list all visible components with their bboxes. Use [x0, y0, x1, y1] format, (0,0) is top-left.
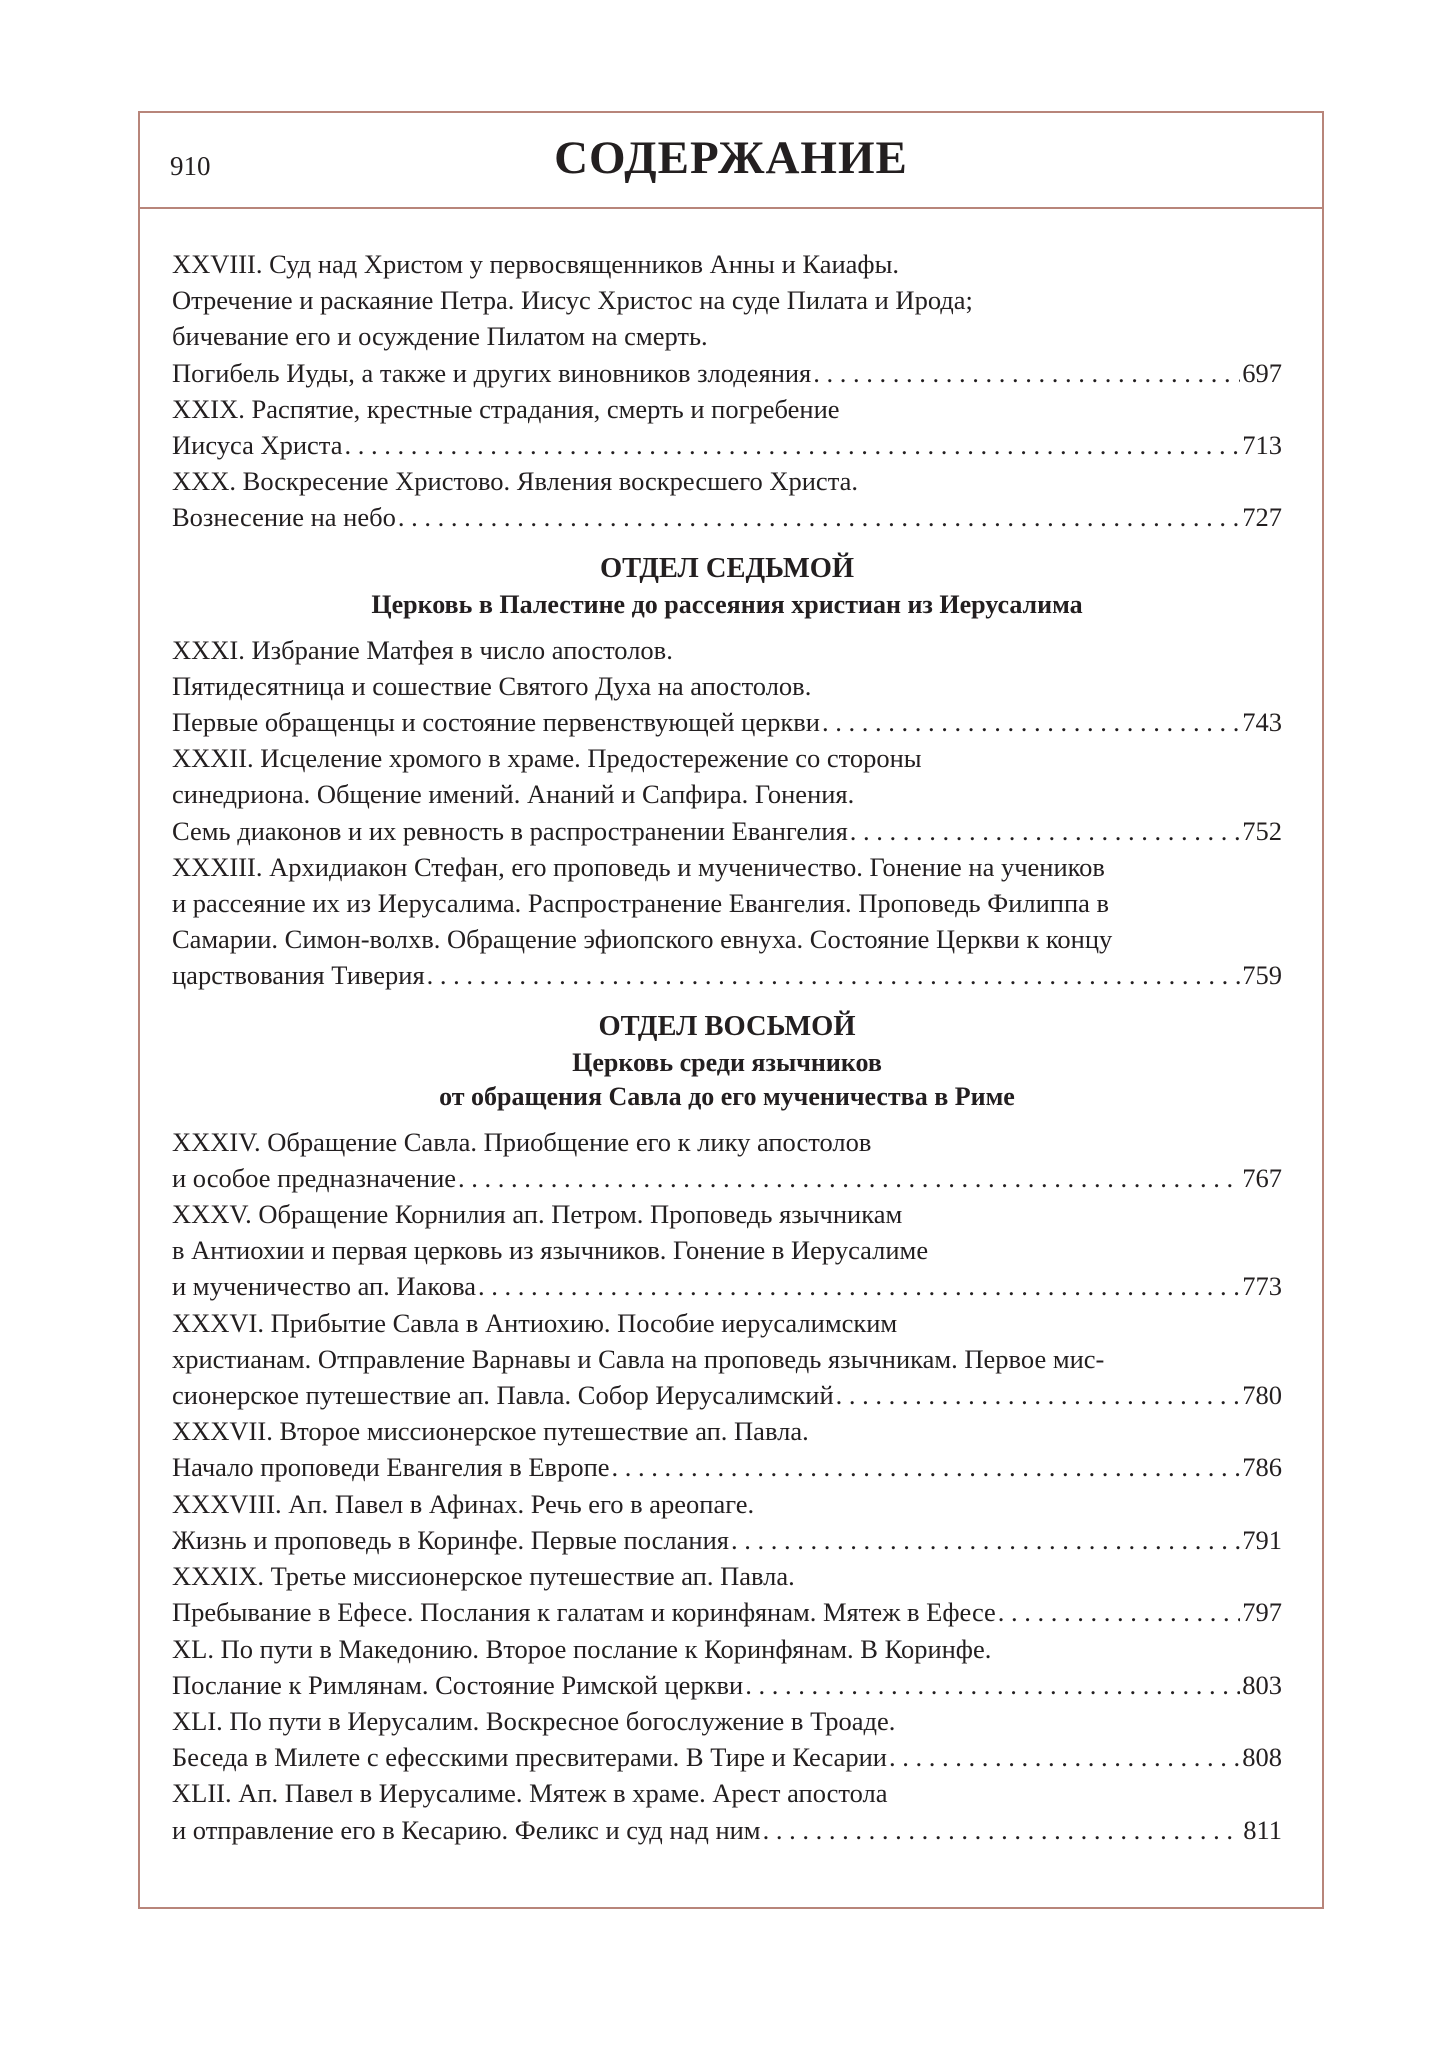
dot-leader	[398, 499, 1240, 535]
toc-entry-last-line	[172, 1160, 1282, 1196]
toc-entry[interactable]	[172, 463, 1282, 535]
toc-entry[interactable]	[172, 632, 1282, 741]
toc-entry-line: и рассеяние их из Иерусалима. Распространение Евангелия. Проповедь Филиппа в	[172, 888, 1110, 919]
toc-entry-line: XXXII. Исцеление хромого в храме. Предостережение со стороны	[172, 743, 922, 774]
toc-page-number: 791	[1242, 1524, 1282, 1555]
dot-leader	[458, 1160, 1240, 1196]
toc-entry[interactable]	[172, 1124, 1282, 1196]
section-subtitle: Церковь в Палестине до рассеяния христиан из Иерусалима	[371, 589, 1083, 619]
page-header	[140, 113, 1322, 209]
toc-entry-text: сионерское путешествие ап. Павла. Собор Иерусалимский	[172, 1380, 834, 1411]
toc-entry-last-line	[172, 1667, 1282, 1703]
toc-entry-line: Пятидесятница и сошествие Святого Духа на апостолов.	[172, 670, 812, 701]
toc-entry-text: и отправление его в Кесарию. Феликс и суд над ним	[172, 1814, 761, 1845]
toc-entry[interactable]	[172, 246, 1282, 391]
toc-entry-line: XLI. По пути в Иерусалим. Воскресное богослужение в Троаде.	[172, 1705, 896, 1736]
section-title: ОТДЕЛ ВОСЬМОЙ	[598, 1010, 856, 1042]
toc-entry-last-line	[172, 813, 1282, 849]
toc-entry-line: XXXIII. Архидиакон Стефан, его проповедь и мученичество. Гонение на учеников	[172, 851, 1105, 882]
dot-leader	[478, 1268, 1240, 1304]
toc-entry-last-line	[172, 1377, 1282, 1413]
toc-entry-line: XXXIV. Обращение Савла. Приобщение его к лику апостолов	[172, 1126, 872, 1157]
toc-entry-line: XL. По пути в Македонию. Второе послание к Коринфянам. В Коринфе.	[172, 1633, 992, 1664]
toc-entry-line: XXXI. Избрание Матфея в число апостолов.	[172, 634, 673, 665]
dot-leader	[822, 704, 1240, 740]
toc-entry-line: в Антиохии и первая церковь из язычников. Гонение в Иерусалиме	[172, 1235, 929, 1266]
dot-leader	[731, 1522, 1240, 1558]
toc-entry-text: Семь диаконов и их ревность в распространении Евангелия	[172, 815, 848, 846]
toc-entry[interactable]	[172, 849, 1282, 994]
toc-page-number: 797	[1242, 1597, 1282, 1628]
toc-page-number: 811	[1243, 1814, 1282, 1845]
table-of-contents	[172, 246, 1282, 1848]
dot-leader	[889, 1739, 1240, 1775]
toc-page-number: 808	[1242, 1742, 1282, 1773]
toc-entry-line: христианам. Отправление Варнавы и Савла на проповедь язычникам. Первое мис-	[172, 1343, 1105, 1374]
toc-entry-text: Пребывание в Ефесе. Послания к галатам и коринфянам. Мятеж в Ефесе	[172, 1597, 996, 1628]
section-subtitle: Церковь среди язычников	[572, 1047, 882, 1077]
dot-leader	[427, 957, 1241, 993]
toc-entry[interactable]	[172, 391, 1282, 463]
toc-entry-line: XXXVIII. Ап. Павел в Афинах. Речь его в ареопаге.	[172, 1488, 755, 1519]
toc-entry-text: Погибель Иуды, а также и других виновников злодеяния	[172, 357, 812, 388]
section-subtitle: от обращения Савла до его мученичества в Риме	[439, 1081, 1015, 1111]
toc-entry-line: Самарии. Симон-волхв. Обращение эфиопского евнуха. Состояние Церкви к концу	[172, 924, 1113, 955]
dot-leader	[836, 1377, 1241, 1413]
section-heading	[172, 1008, 1282, 1114]
dot-leader	[998, 1594, 1240, 1630]
toc-page-number: 780	[1242, 1380, 1282, 1411]
section-heading	[172, 550, 1282, 622]
page-frame	[138, 111, 1324, 1909]
toc-entry-last-line	[172, 957, 1282, 993]
dot-leader	[344, 427, 1240, 463]
toc-entry-line: Отречение и раскаяние Петра. Иисус Христос на суде Пилата и Ирода;	[172, 285, 973, 316]
toc-entry-last-line	[172, 1812, 1282, 1848]
dot-leader	[612, 1449, 1241, 1485]
page-title: СОДЕРЖАНИЕ	[554, 132, 908, 184]
toc-entry-last-line	[172, 1522, 1282, 1558]
toc-entry-text: и мученичество ап. Иакова	[172, 1271, 477, 1302]
toc-page-number: 697	[1242, 357, 1282, 388]
toc-entry[interactable]	[172, 740, 1282, 849]
page-number: 910	[170, 151, 211, 181]
toc-entry-line: XXIX. Распятие, крестные страдания, смерть и погребение	[172, 393, 840, 424]
toc-entry[interactable]	[172, 1631, 1282, 1703]
toc-entry-last-line	[172, 355, 1282, 391]
toc-entry-text: и особое предназначение	[172, 1162, 457, 1193]
toc-entry-text: Начало проповеди Евангелия в Европе	[172, 1452, 610, 1483]
toc-entry[interactable]	[172, 1305, 1282, 1414]
toc-entry-last-line	[172, 1594, 1282, 1630]
toc-page-number: 759	[1242, 960, 1282, 991]
toc-entry[interactable]	[172, 1703, 1282, 1775]
toc-page-number: 786	[1242, 1452, 1282, 1483]
toc-entry-text: Иисуса Христа	[172, 430, 343, 461]
toc-entry[interactable]	[172, 1775, 1282, 1847]
toc-page-number: 773	[1242, 1271, 1282, 1302]
toc-entry-line: XLII. Ап. Павел в Иерусалиме. Мятеж в храме. Арест апостола	[172, 1778, 888, 1809]
dot-leader	[813, 355, 1240, 391]
toc-page-number: 752	[1242, 815, 1282, 846]
toc-entry-text: Вознесение на небо	[172, 502, 396, 533]
toc-entry-text: Беседа в Милете с ефесскими пресвитерами. В Тире и Кесарии	[172, 1742, 887, 1773]
toc-entry-last-line	[172, 499, 1282, 535]
toc-entry-line: XXVIII. Суд над Христом у первосвященников Анны и Каиафы.	[172, 249, 900, 279]
toc-entry[interactable]	[172, 1486, 1282, 1558]
toc-entry-line: XXXVII. Второе миссионерское путешествие ап. Павла.	[172, 1416, 809, 1447]
dot-leader	[763, 1812, 1242, 1848]
toc-entry[interactable]	[172, 1196, 1282, 1305]
toc-page-number: 713	[1242, 430, 1282, 461]
toc-entry-line: XXXVI. Прибытие Савла в Антиохию. Пособие иерусалимским	[172, 1307, 898, 1338]
toc-entry-text: Жизнь и проповедь в Коринфе. Первые послания	[172, 1524, 729, 1555]
toc-page-number: 727	[1242, 502, 1282, 533]
toc-page-number: 743	[1242, 707, 1282, 738]
toc-entry-text: царствования Тиверия	[172, 960, 425, 991]
dot-leader	[745, 1667, 1240, 1703]
toc-entry-line: XXX. Воскресение Христово. Явления воскресшего Христа.	[172, 466, 858, 497]
toc-entry-line: XXXIX. Третье миссионерское путешествие ап. Павла.	[172, 1561, 795, 1592]
toc-entry-last-line	[172, 1268, 1282, 1304]
toc-page-number: 803	[1242, 1669, 1282, 1700]
toc-entry-line: XXXV. Обращение Корнилия ап. Петром. Проповедь язычникам	[172, 1199, 903, 1230]
dot-leader	[850, 813, 1240, 849]
toc-entry-last-line	[172, 427, 1282, 463]
toc-entry[interactable]	[172, 1413, 1282, 1485]
toc-entry-text: Первые обращенцы и состояние первенствующей церкви	[172, 707, 820, 738]
toc-page-number: 767	[1242, 1162, 1282, 1193]
toc-entry-line: бичевание его и осуждение Пилатом на смерть.	[172, 321, 708, 352]
toc-entry-line: синедриона. Общение имений. Ананий и Сапфира. Гонения.	[172, 779, 855, 810]
section-title: ОТДЕЛ СЕДЬМОЙ	[599, 552, 855, 584]
toc-entry[interactable]	[172, 1558, 1282, 1630]
toc-entry-last-line	[172, 1449, 1282, 1485]
toc-entry-text: Послание к Римлянам. Состояние Римской церкви	[172, 1669, 744, 1700]
toc-entry-last-line	[172, 704, 1282, 740]
toc-entry-last-line	[172, 1739, 1282, 1775]
